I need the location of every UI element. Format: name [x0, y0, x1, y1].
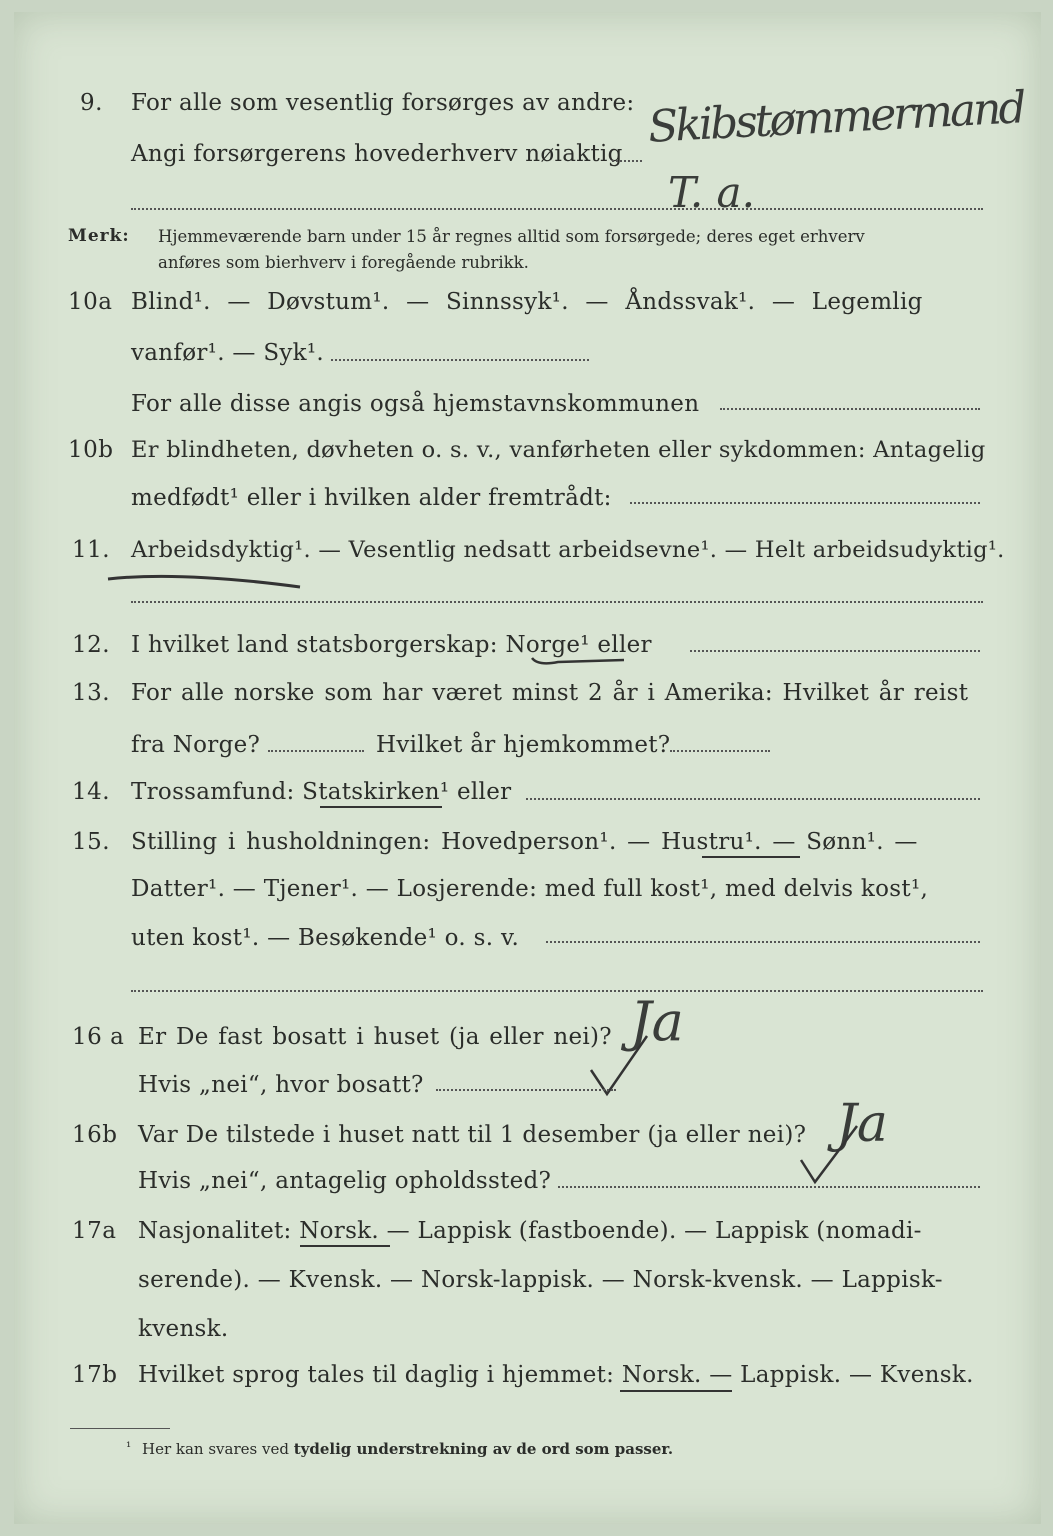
merk-line1: Hjemmeværende barn under 15 år regnes alltid som forsørgede; deres eget erhverv	[158, 227, 865, 246]
q15-line1: Stilling i husholdningen: Hovedperson¹. — Hustru¹. — Sønn¹. —	[131, 829, 918, 855]
q15-line3: uten kost¹. — Besøkende¹ o. s. v.	[131, 925, 520, 951]
question-number-17b: 17b	[72, 1362, 118, 1388]
q12-line1: I hvilket land statsborgerskap: Norge¹ eller	[131, 632, 652, 658]
q14-answer-line	[526, 798, 980, 800]
footnote-mark: ¹	[126, 1440, 132, 1455]
q17b-norsk-underline	[620, 1390, 732, 1392]
q13-line1: For alle norske som har været minst 2 år i Amerika: Hvilket år reist	[131, 680, 969, 706]
q16a-answer-line	[436, 1089, 616, 1091]
question-number-13: 13.	[72, 680, 111, 706]
q16b-answer-line	[558, 1186, 980, 1188]
q13-line2b: Hvilket år hjemkommet?	[376, 732, 671, 758]
q13-line2a: fra Norge?	[131, 732, 261, 758]
q9-extra-line	[131, 208, 983, 210]
footnote-plain: Her kan svares ved	[142, 1440, 289, 1458]
q13-reist-line	[268, 750, 364, 752]
q17b-line1: Hvilket sprog tales til daglig i hjemmet: Norsk. — Lappisk. — Kvensk.	[138, 1362, 974, 1388]
question-number-16a: 16 a	[72, 1024, 125, 1050]
question-number-16b: 16b	[72, 1122, 118, 1148]
footnote-text	[142, 1440, 673, 1458]
q10a-hjemstavn-line	[720, 408, 980, 410]
q9-answer-line	[612, 160, 642, 162]
q9-handwritten-answer: Skibstømmermand	[646, 82, 1025, 153]
q10a-line2: vanfør¹. — Syk¹.	[131, 340, 325, 366]
q13-hjemkommet-line	[670, 750, 770, 752]
question-number-9: 9.	[80, 90, 103, 116]
q10b-answer-line	[630, 502, 980, 504]
q17a-norsk-underline	[300, 1245, 390, 1247]
q17a-line1: Nasjonalitet: Norsk. — Lappisk (fastboende). — Lappisk (nomadi-	[138, 1218, 922, 1244]
q10a-line1: Blind¹. — Døvstum¹. — Sinnssyk¹. — Åndssvak¹. — Legemlig	[131, 289, 923, 315]
question-number-10a: 10a	[68, 289, 113, 315]
q12-norge-underline	[528, 652, 628, 670]
q16b-check-stroke	[795, 1120, 865, 1190]
question-number-15: 15.	[72, 829, 111, 855]
q16b-line1: Var De tilstede i huset natt til 1 desember (ja eller nei)?	[138, 1122, 807, 1148]
question-number-10b: 10b	[68, 437, 114, 463]
q11-underline-mark	[100, 565, 310, 595]
q16a-line2: Hvis „nei“, hvor bosatt?	[138, 1072, 424, 1098]
question-number-12: 12.	[72, 632, 111, 658]
q10b-line2: medfødt¹ eller i hvilken alder fremtrådt:	[131, 485, 612, 511]
merk-line2: anføres som bierhverv i foregående rubrikk.	[158, 253, 529, 272]
q15-line2: Datter¹. — Tjener¹. — Losjerende: med full kost¹, med delvis kost¹,	[131, 876, 929, 902]
q12-answer-line	[690, 650, 980, 652]
q11-answer-line	[131, 601, 983, 603]
q10a-line3: For alle disse angis også hjemstavnskommunen	[131, 391, 700, 417]
question-number-11: 11.	[72, 537, 111, 563]
q14-statskirken-underline	[320, 806, 442, 808]
q9-handwritten-answer2: T. a.	[668, 168, 755, 217]
q14-line1: Trossamfund: Statskirken¹ eller	[131, 779, 512, 805]
q15-extra-line	[131, 990, 983, 992]
question-number-17a: 17a	[72, 1218, 117, 1244]
merk-label: Merk:	[68, 226, 130, 246]
q17a-line3: kvensk.	[138, 1316, 229, 1342]
q15-answer-line	[546, 941, 980, 943]
q15-hustru-underline	[702, 856, 800, 858]
footnote-rule	[70, 1428, 170, 1429]
q16b-line2: Hvis „nei“, antagelig opholdssted?	[138, 1168, 552, 1194]
q10a-answer-line	[331, 359, 589, 361]
q9-line2: Angi forsørgerens hovederhverv nøiaktig	[131, 141, 623, 167]
q16b-handwritten-answer: Ja	[836, 1094, 888, 1154]
footnote-bold: tydelig understrekning av de ord som passer.	[293, 1440, 674, 1458]
question-number-14: 14.	[72, 779, 111, 805]
q9-line1: For alle som vesentlig forsørges av andre:	[131, 90, 635, 116]
q10b-line1: Er blindheten, døvheten o. s. v., vanførheten eller sykdommen: Antagelig	[131, 437, 986, 463]
q16a-handwritten-answer: Ja	[630, 990, 684, 1053]
q16a-line1: Er De fast bosatt i huset (ja eller nei)?	[138, 1024, 612, 1050]
q17a-line2: serende). — Kvensk. — Norsk-lappisk. — Norsk-kvensk. — Lappisk-	[138, 1267, 943, 1293]
q11-line1: Arbeidsdyktig¹. — Vesentlig nedsatt arbeidsevne¹. — Helt arbeidsudyktig¹.	[131, 537, 1005, 563]
